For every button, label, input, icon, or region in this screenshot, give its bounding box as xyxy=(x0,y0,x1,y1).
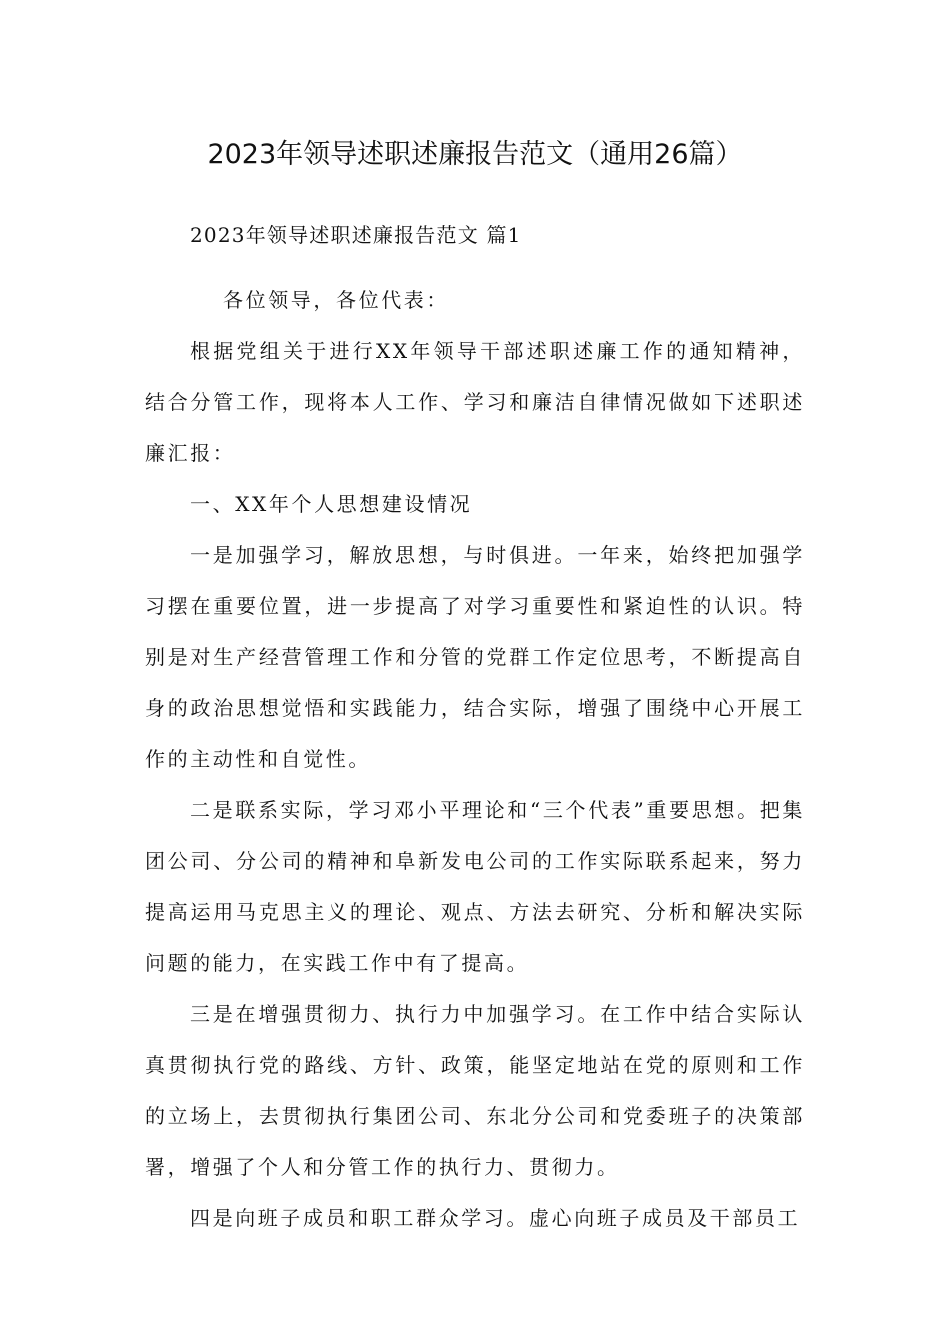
document-body xyxy=(145,210,805,1244)
paragraph-item-2: 二是联系实际，学习邓小平理论和“三个代表”重要思想。把集团公司、分公司的精神和阜新发电公司的工作实际联系起来，努力提高运用马克思主义的理论、观点、方法去研究、分析和解决实际问题的能力，在实践工作中有了提高。 xyxy=(145,798,805,975)
paragraph-intro: 根据党组关于进行XX年领导干部述职述廉工作的通知精神，结合分管工作，现将本人工作、学习和廉洁自律情况做如下述职述廉汇报： xyxy=(145,339,805,465)
section-subtitle: 2023年领导述职述廉报告范文 篇1 xyxy=(190,223,522,247)
greeting: 各位领导，各位代表： xyxy=(223,288,449,312)
paragraph-item-4: 四是向班子成员和职工群众学习。虚心向班子成员及干部员工 xyxy=(190,1206,801,1230)
paragraph-item-3: 三是在增强贯彻力、执行力中加强学习。在工作中结合实际认真贯彻执行党的路线、方针、政策，能坚定地站在党的原则和工作的立场上，去贯彻执行集团公司、东北分公司和党委班子的决策部署，增强了个人和分管工作的执行力、贯彻力。 xyxy=(145,1002,805,1179)
section-heading: 一、XX年个人思想建设情况 xyxy=(190,492,473,516)
document-title: 2023年领导述职述廉报告范文（通用26篇） xyxy=(207,139,743,170)
paragraph-item-1: 一是加强学习，解放思想，与时俱进。一年来，始终把加强学习摆在重要位置，进一步提高了对学习重要性和紧迫性的认识。特别是对生产经营管理工作和分管的党群工作定位思考，不断提高自身的政治思想觉悟和实践能力，结合实际，增强了围绕中心开展工作的主动性和自觉性。 xyxy=(145,543,805,771)
